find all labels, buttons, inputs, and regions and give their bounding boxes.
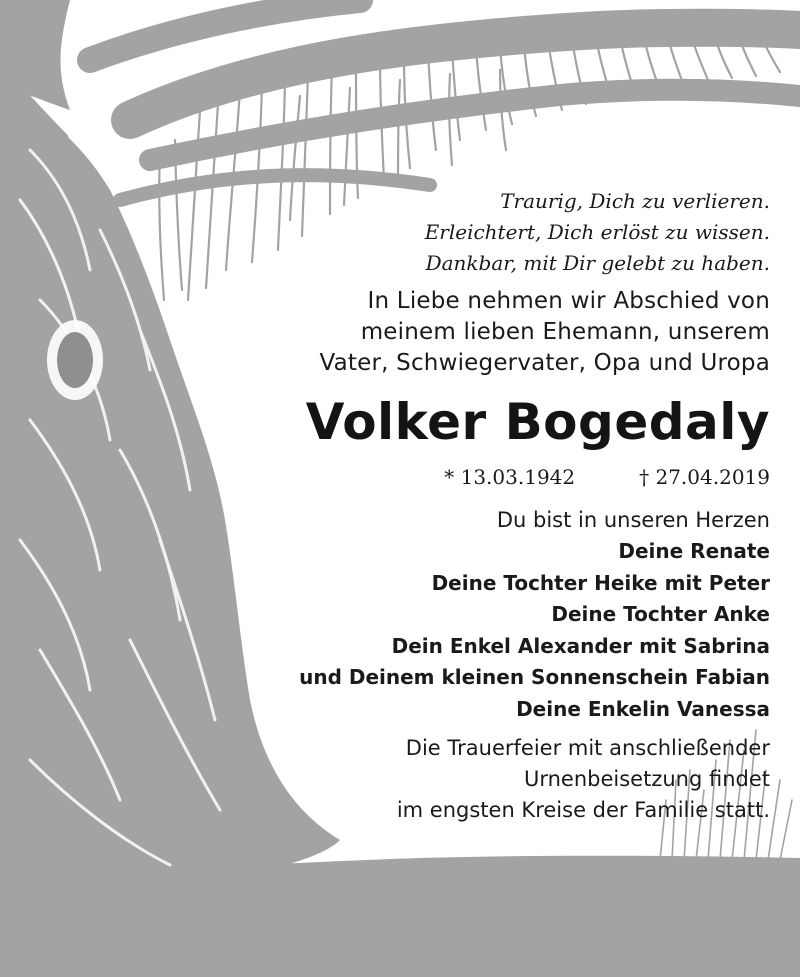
ceremony-line: im engsten Kreise der Familie statt. xyxy=(396,798,770,822)
death-date: † 27.04.2019 xyxy=(639,465,770,489)
intro-line: meinem lieben Ehemann, unserem xyxy=(360,319,770,345)
tree-knot-center xyxy=(57,332,93,388)
verse xyxy=(210,186,770,279)
verse-line: Dankbar, mit Dir gelebt zu haben. xyxy=(425,251,770,275)
verse-line: Erleichtert, Dich erlöst zu wissen. xyxy=(424,220,770,244)
life-dates xyxy=(210,463,770,491)
intro xyxy=(210,286,770,379)
notice-text xyxy=(210,186,770,826)
intro-line: In Liebe nehmen wir Abschied von xyxy=(367,288,770,314)
heart-line: Du bist in unseren Herzen xyxy=(496,508,770,532)
birth-date: * 13.03.1942 xyxy=(444,465,576,489)
mourner: und Deinem kleinen Sonnenschein Fabian xyxy=(299,665,770,689)
intro-line: Vater, Schwiegervater, Opa und Uropa xyxy=(319,350,770,376)
ceremony-info xyxy=(210,733,770,826)
mourner: Deine Renate xyxy=(618,539,770,563)
mourner: Deine Tochter Anke xyxy=(551,602,770,626)
mourner: Deine Enkelin Vanessa xyxy=(516,696,770,721)
verse-line: Traurig, Dich zu verlieren. xyxy=(500,189,770,213)
mourners-list xyxy=(210,536,770,725)
mourner: Deine Tochter Heike mit Peter xyxy=(431,570,770,595)
deceased-name: Volker Bogedaly xyxy=(305,393,770,451)
ceremony-line: Die Trauerfeier mit anschließender xyxy=(405,736,770,760)
ground xyxy=(0,856,800,977)
mourner: Dein Enkel Alexander mit Sabrina xyxy=(391,633,770,658)
ceremony-line: Urnenbeisetzung findet xyxy=(523,767,770,791)
